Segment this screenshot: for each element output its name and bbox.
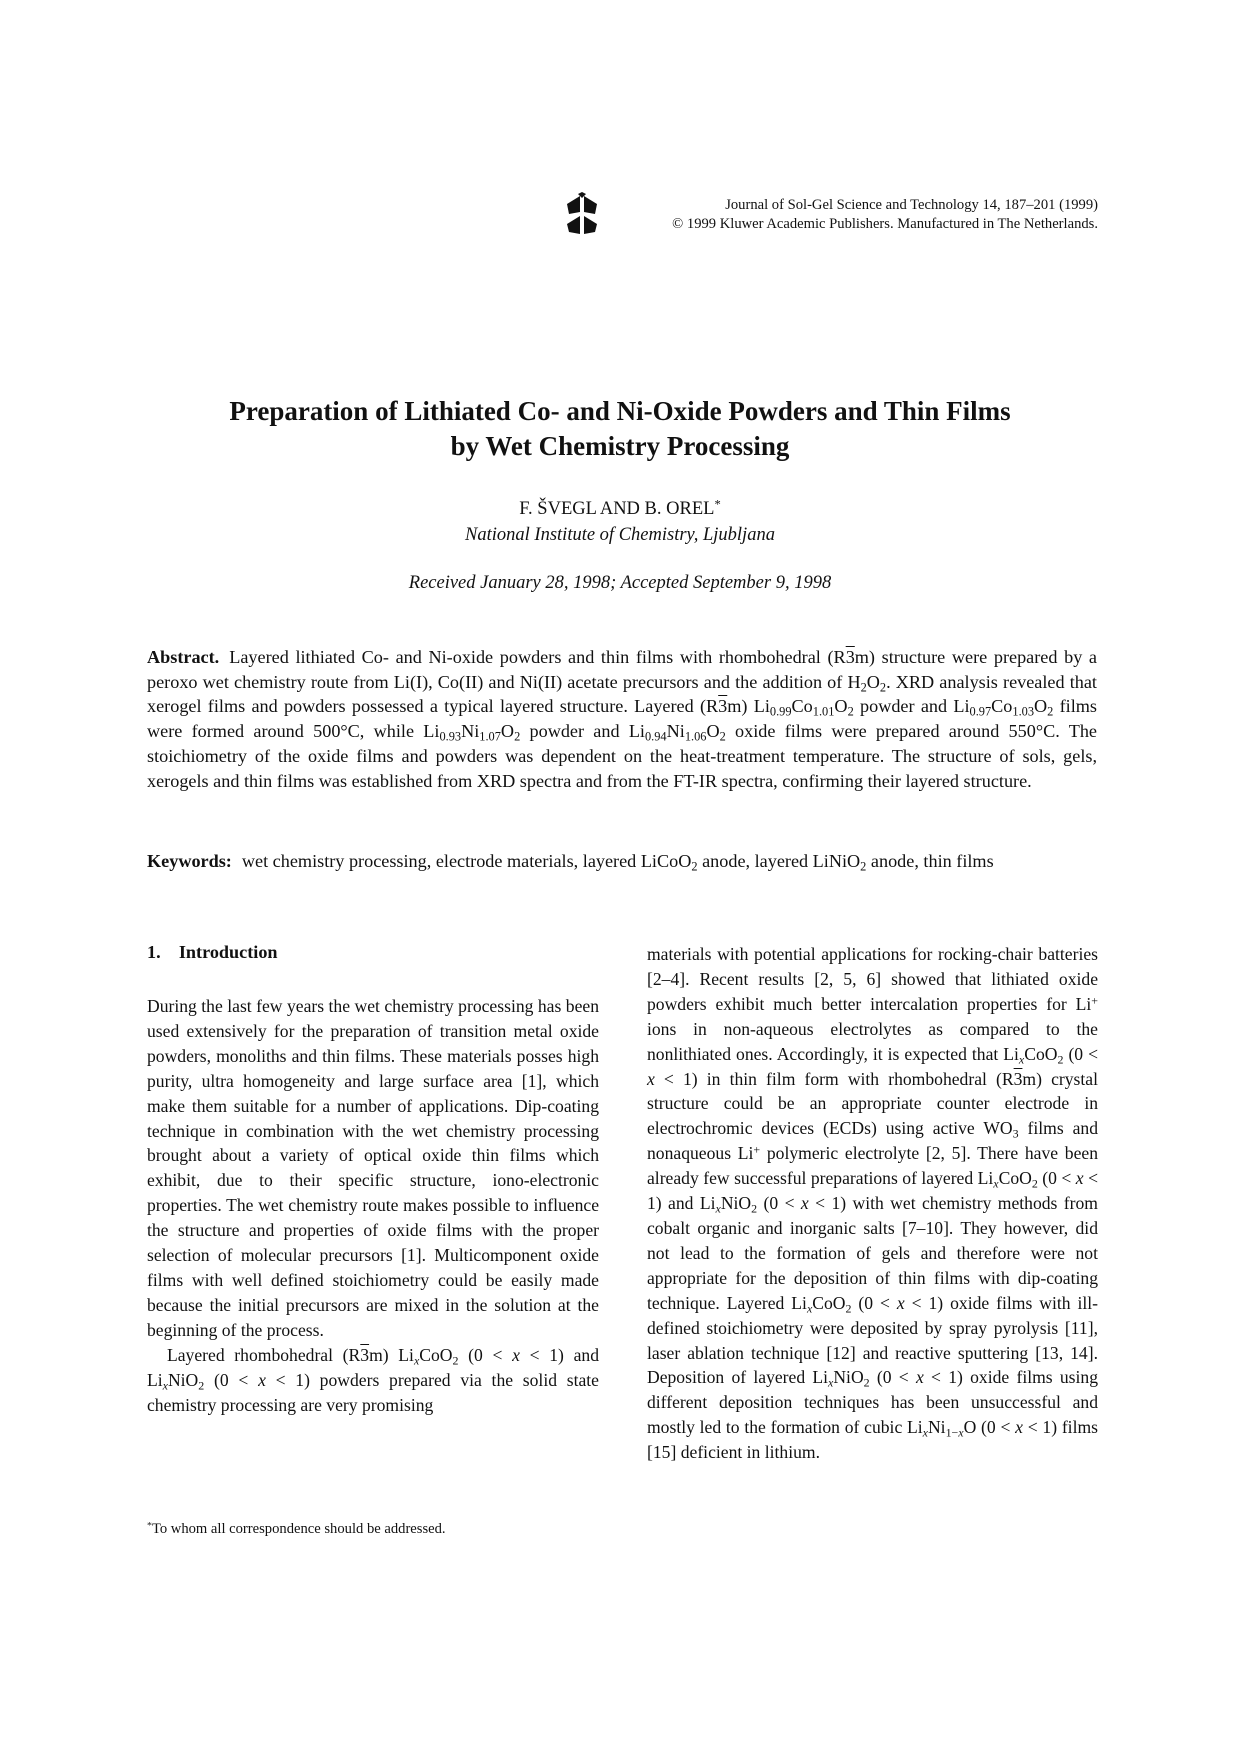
copyright-line [600, 215, 1098, 234]
keywords-text: wet chemistry processing, electrode materials, layered LiCoO [241, 851, 692, 871]
subscript: 2 [860, 859, 867, 874]
footnote [147, 1520, 599, 1538]
journal-citation: Journal of Sol-Gel Science and Technology 14, 187–201 (1999) [725, 197, 1098, 213]
abstract-text: O [500, 721, 515, 742]
abstract-text: Ni [461, 721, 480, 742]
subscript: 0.97 [969, 705, 992, 720]
author-names-text: F. ŠVEGL AND B. OREL [519, 499, 715, 519]
abstract-text: oxide films were prepared around 550°C. The stoichiometry of the oxide films and powders was dependent on the heat-treatment temperature. The structure of sols, gels, xerogels and thin films was established from XRD spectra and from the FT-IR spectra, confirming their layered structure. [147, 721, 1097, 791]
subscript: 1.03 [1012, 705, 1035, 720]
footnote-marker: * [147, 1520, 152, 1532]
body-text: (0 < [458, 1344, 513, 1365]
variable-x: x [647, 1068, 655, 1089]
subscript: 1− [945, 1425, 959, 1440]
section-heading: 1. Introduction [147, 942, 278, 962]
subscript: 2 [845, 1301, 852, 1316]
variable-x: x [512, 1344, 520, 1365]
overbar-digit: 3 [360, 1344, 370, 1365]
subscript: 2 [691, 859, 698, 874]
body-text: < 1) oxide films using different deposition techniques has been unsuccessful and mostly led to the formation of cubic Li [647, 1367, 1099, 1438]
subscript: 2 [1057, 1052, 1064, 1067]
received-dates: Received January 28, 1998; Accepted September 9, 1998 [408, 573, 832, 593]
body-text: < 1) and Li [147, 1344, 599, 1390]
subscript: 2 [860, 680, 867, 695]
variable-x: x [806, 1301, 813, 1316]
journal-header [600, 196, 1098, 234]
body-text: polymeric electrolyte [2, 5]. There have been already few successful preparations of layered Li [647, 1143, 1099, 1189]
keywords-label: Keywords: [147, 851, 232, 871]
subscript: 2 [879, 680, 887, 695]
subscript: 0.99 [769, 705, 792, 720]
overbar-digit: 3 [845, 647, 855, 667]
variable-x: x [800, 1193, 809, 1214]
body-text: (0 < [851, 1292, 897, 1313]
subscript: 2 [751, 1201, 758, 1216]
abstract-text: powder and Li [520, 721, 645, 742]
abstract-text: Ni [666, 721, 685, 742]
abstract-text: powder and Li [853, 696, 970, 717]
abstract-text: films were formed around 500°C, while Li [147, 696, 1098, 742]
variable-x: x [993, 1176, 999, 1191]
footnote-text: To whom all correspondence should be addressed. [151, 1521, 446, 1537]
body-text: O (0 < [963, 1417, 1016, 1438]
body-text: CoO [419, 1344, 453, 1365]
body-text: (0 < [1063, 1043, 1099, 1064]
left-column [147, 940, 599, 1417]
subscript: 1.06 [684, 729, 707, 744]
keywords-text: anode, layered LiNiO [697, 851, 861, 871]
body-text: < 1) in thin film form with rhombohedral (R [654, 1068, 1014, 1089]
abstract-text: Co [991, 696, 1013, 717]
subscript: 2 [1047, 705, 1054, 720]
body-text: < 1) with wet chemistry methods from cobalt organic and inorganic salts [7–10]. They however, did not lead to the formation of gels and therefore were not appropriate for the deposition of thin films with dip-coating technique. Layered Li [647, 1193, 1098, 1313]
body-text: NiO [167, 1369, 199, 1390]
body-text: Ni [927, 1417, 946, 1438]
body-text: m) crystal structure could be an appropriate counter electrode in electrochromic devices (ECDs) using active WO [647, 1068, 1098, 1139]
superscript: + [753, 1142, 761, 1157]
abstract-text: O [706, 721, 720, 742]
abstract-text: m) Li [727, 696, 770, 717]
abstract-text: O [866, 671, 880, 692]
abstract-label: Abstract. [147, 647, 220, 667]
body-text: < 1) films [15] deficient in lithium. [647, 1417, 1098, 1463]
intro-paragraph-continued [647, 942, 1098, 1465]
subscript: 2 [719, 729, 726, 744]
variable-x: x [1018, 1052, 1025, 1067]
correspondence-marker: * [714, 497, 721, 512]
title-line-1: Preparation of Lithiated Co- and Ni-Oxide Powders and Thin Films [229, 396, 1011, 426]
variable-x: x [258, 1369, 266, 1390]
intro-paragraph-2 [147, 1343, 599, 1418]
subscript: 3 [1012, 1126, 1019, 1141]
intro-paragraph-1: During the last few years the wet chemistry processing has been used extensively for the preparation of transition metal oxide powders, monoliths and thin films. These materials posses high purity, ultra homogeneity and large surface area [1], which make them suitable for a number of applications. Dip-coating technique in combination with the wet chemistry processing brought about a variety of optical oxide thin films which exhibit, due to their specific structure, iono-electronic properties. The wet chemistry route makes possible to influence the structure and properties of oxide films with the proper selection of molecular precursors [1]. Multicomponent oxide films with well defined stoichiometry could be easily made because the initial precursors are mixed in the solution at the beginning of the process. [147, 996, 599, 1340]
body-text: Layered rhombohedral (R [167, 1344, 361, 1365]
variable-x: x [896, 1292, 905, 1313]
subscript: 2 [847, 705, 854, 720]
body-text: (0 < [869, 1367, 916, 1388]
body-text: (0 < [204, 1369, 259, 1390]
body-text: CoO [812, 1292, 846, 1313]
body-text: materials with potential applications for rocking-chair batteries [2–4]. Recent results [2, 5, 6] showed that lithiated oxide powders exhibit much better intercalation properties for Li [647, 944, 1098, 1014]
variable-x: x [922, 1425, 928, 1440]
subscript: 2 [1031, 1176, 1038, 1191]
abstract-text: O [834, 696, 848, 717]
overbar-digit: 3 [718, 696, 728, 717]
abstract-text: O [1034, 696, 1048, 717]
variable-x: x [1015, 1417, 1023, 1438]
variable-x: x [958, 1425, 964, 1440]
right-column [647, 942, 1098, 1465]
keywords-text: anode, thin films [866, 851, 994, 871]
subscript: 1.07 [479, 729, 501, 744]
abstract-text: Layered lithiated Co- and Ni-oxide powders and thin films with rhombohedral (R [229, 647, 846, 667]
subscript: 2 [863, 1375, 870, 1390]
abstract-text: m) structure were prepared by a peroxo wet chemistry route from Li(I), Co(II) and Ni(II) acetate precursors and the addition of H [147, 647, 1097, 692]
body-text: < 1) and Li [647, 1168, 1098, 1214]
author-affiliation: National Institute of Chemistry, Ljubljana [465, 525, 775, 545]
variable-x: x [715, 1201, 721, 1216]
variable-x: x [1075, 1168, 1084, 1189]
copyright-symbol: © [672, 216, 684, 232]
title-line-2: by Wet Chemistry Processing [450, 431, 790, 461]
subscript: 2 [198, 1378, 205, 1393]
abstract-text: Co [791, 696, 813, 717]
abstract [147, 645, 1097, 793]
subscript: 0.94 [644, 729, 667, 744]
body-text: < 1) oxide films with ill-defined stoichiometry were deposited by spray pyrolysis [11], laser ablation technique [12] and reactive sputtering [13, 14]. Deposition of layered Li [647, 1292, 1098, 1388]
body-text: (0 < [757, 1193, 801, 1214]
body-text: < 1) powders prepared via the solid state chemistry processing are very promising [147, 1369, 599, 1415]
subscript: 2 [452, 1353, 459, 1368]
author-block [130, 496, 1110, 548]
body-text: ions in non-aqueous electrolytes as compared to the nonlithiated ones. Accordingly, it is expected that Li [647, 1018, 1098, 1064]
publisher-logo-icon [565, 192, 599, 236]
body-text: CoO [998, 1168, 1032, 1189]
body-text: NiO [720, 1193, 752, 1214]
superscript: + [1091, 993, 1098, 1008]
variable-x: x [413, 1353, 420, 1368]
copyright-text: 1999 Kluwer Academic Publishers. Manufactured in The Netherlands. [683, 216, 1098, 232]
variable-x: x [162, 1378, 168, 1393]
body-text: films and nonaqueous Li [647, 1118, 1098, 1164]
body-text: (0 < [1037, 1168, 1076, 1189]
body-text: NiO [833, 1367, 864, 1388]
author-names [130, 496, 1110, 522]
paper-title [130, 394, 1110, 464]
abstract-text: . XRD analysis revealed that xerogel films and powders possessed a typical layered structure. Layered (R [147, 671, 1097, 717]
subscript: 1.01 [812, 705, 835, 720]
keywords [147, 849, 1097, 874]
overbar-digit: 3 [1013, 1068, 1023, 1089]
body-text: m) Li [369, 1344, 414, 1365]
body-text: CoO [1024, 1043, 1058, 1064]
subscript: 0.93 [439, 729, 462, 744]
variable-x: x [915, 1367, 924, 1388]
subscript: 2 [514, 729, 521, 744]
variable-x: x [828, 1375, 834, 1390]
